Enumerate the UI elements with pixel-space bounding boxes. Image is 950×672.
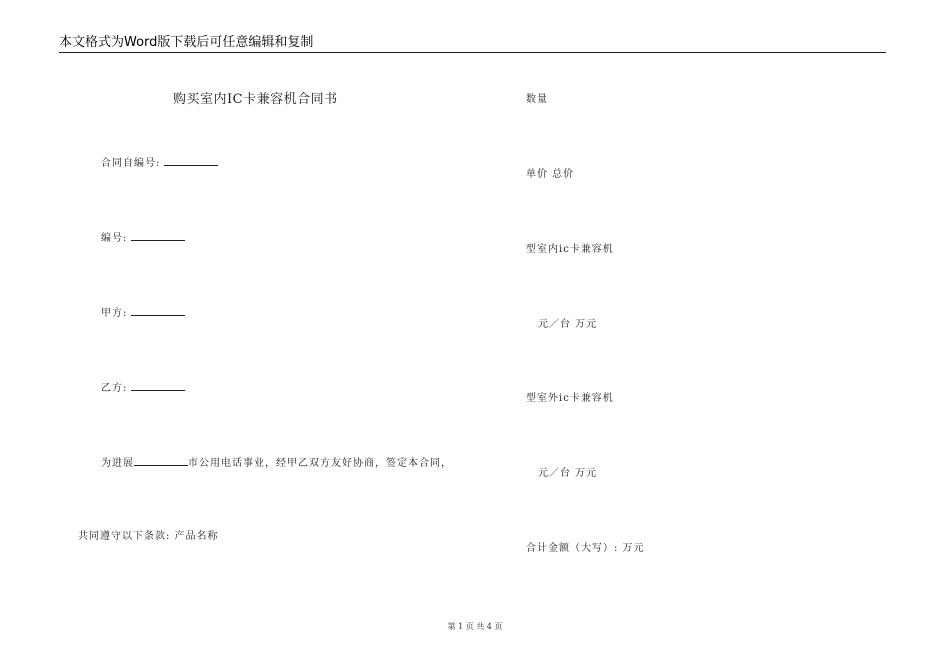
party-b-label: 乙方: [101,383,128,394]
terms-line: 共同遵守以下条款: 产品名称 [78,531,219,542]
purpose-suffix: 市公用电话事业，经甲乙双方友好协商，签定本合同， [188,458,452,469]
purpose-prefix: 为进展 [101,458,134,469]
indoor-unit-price: 元／台 万元 [538,319,598,330]
contract-self-number-blank [164,155,218,166]
page-footer: 第 1 页 共 4 页 [447,622,503,631]
party-a-blank [131,305,185,316]
number-line [101,230,185,246]
total-amount-label: 合计金额（大写）: 万元 [526,543,645,554]
party-b-line [101,380,185,396]
quantity-label: 数量 [526,94,548,105]
contract-self-number-label: 合同自编号: [101,158,161,169]
contract-self-number-line [101,155,218,171]
purpose-blank [134,455,188,466]
purpose-line [101,455,452,471]
header-text: 本文格式为Word版下载后可任意编辑和复制 [59,35,314,50]
party-b-blank [131,380,185,391]
number-label: 编号: [101,233,128,244]
outdoor-unit-price: 元／台 万元 [538,468,598,479]
party-a-label: 甲方: [101,308,128,319]
party-a-line [101,305,185,321]
indoor-machine-label: 型室内ic卡兼容机 [526,244,614,255]
unit-total-label: 单价 总价 [526,169,575,180]
outdoor-machine-label: 型室外ic卡兼容机 [526,393,614,404]
document-title: 购买室内IC卡兼容机合同书 [173,92,338,107]
number-blank [131,230,185,241]
page-header [59,34,886,53]
